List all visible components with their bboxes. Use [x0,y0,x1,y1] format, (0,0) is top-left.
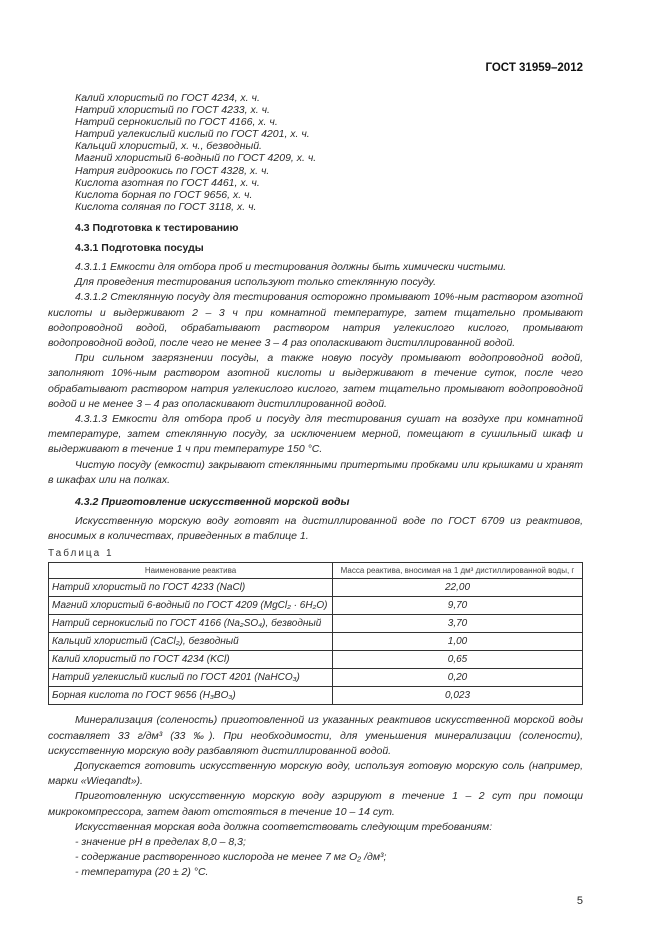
list-item: Натрия гидроокись по ГОСТ 4328, х. ч. [75,164,270,177]
list-item: Натрий хлористый по ГОСТ 4233, х. ч. [75,104,270,117]
list-item: Калий хлористый по ГОСТ 4234, х. ч. [75,92,260,104]
reagent-name: Натрий сернокислый по ГОСТ 4166 (Na₂SO₄), безводный [49,615,333,633]
paragraph: 4.3.1.2 Стеклянную посуду для тестирования осторожно промывают 10%-ным раствором азотной кислоты и выдерживают 2 – 3 ч при комнатной температуре, затем тщательно промывают водопроводной водой, обрабатывают раствором натрия углекислого кислого, промывают водопроводной водой, после чего не менее 3 – 4 раз ополаскивают дистиллированной водой. [48,291,583,349]
paragraph: Для проведения тестирования используют только стеклянную посуду. [75,276,437,289]
reagent-mass: 1,00 [333,633,583,651]
reagents-table [48,562,583,705]
table-caption: Таблица 1 [48,548,114,560]
paragraph: При сильном загрязнении посуды, а также новую посуду промывают водопроводной водой, заполняют 10%-ным раствором азотной кислоты и выдерживают в течение суток, после чего обрабатывают раствором натрия углекислого кислого, затем тщательно промывают водопроводной водой и не менее 3 – 4 раз ополаскивают дистиллированной водой. [48,352,583,410]
reagent-mass: 9,70 [333,597,583,615]
list-item: Кислота азотная по ГОСТ 4461, х. ч. [75,176,260,189]
reagent-name: Натрий хлористый по ГОСТ 4233 (NaCl) [49,579,333,597]
paragraph: Искусственную морскую воду готовят на дистиллированной воде по ГОСТ 6709 из реактивов, вносимых в количествах, приведенных в таблице 1. [48,514,583,543]
paragraph: Искусственная морская вода должна соответствовать следующим требованиям: [75,820,493,833]
paragraph: Минерализация (соленость) приготовленной из указанных реактивов искусственной морской воды составляет 33 г/дм³ (33 ‰). При необходимости, для уменьшения минерализации (солености), искусственную морскую воду разбавляют дистиллированной водой. [48,714,583,757]
column-header: Масса реактива, вносимая на 1 дм³ дистиллированной воды, г [333,563,583,579]
column-header: Наименование реактива [49,563,333,579]
reagent-mass: 0,65 [333,651,583,669]
table-row [49,669,583,687]
section-heading-4-3: 4.3 Подготовка к тестированию [75,221,239,234]
list-item: Натрий сернокислый по ГОСТ 4166, х. ч. [75,116,278,129]
reagents-list [48,92,583,213]
paragraph: Допускается готовить искусственную морскую воду, используя готовую морскую соль (например, марки «Wieqandt»). [48,760,583,788]
page-number: 5 [576,894,583,907]
reagent-mass: 3,70 [333,615,583,633]
list-item: Магний хлористый 6-водный по ГОСТ 4209, х. ч. [75,152,317,165]
table-row [49,651,583,669]
after-table-body [48,713,583,880]
table-row [49,615,583,633]
paragraph: 4.3.1.3 Емкости для отбора проб и посуду для тестирования сушат на воздухе при комнатной температуре, затем стеклянную посуду, за исключением мерной, помещают в сушильный шкаф и выдерживают в течение 1 ч при температуре 150 °С. [48,412,583,456]
list-item: Натрий углекислый кислый по ГОСТ 4201, х. ч. [75,128,310,141]
document-code: ГОСТ 31959–2012 [485,62,583,74]
reagent-name: Кальций хлористый (CaCl₂), безводный [49,633,333,651]
table-row [49,633,583,651]
requirement-item: - значение pH в пределах 8,0 – 8,3; [75,836,246,849]
reagent-name: Борная кислота по ГОСТ 9656 (H₃BO₃) [49,687,333,705]
table-row [49,579,583,597]
section-heading-4-3-2: 4.3.2 Приготовление искусственной морской воды [75,495,350,508]
section-4-3-2-intro [48,514,583,544]
reagent-mass: 22,00 [333,579,583,597]
list-item: Кислота соляная по ГОСТ 3118, х. ч. [75,200,257,213]
list-item: Кислота борная по ГОСТ 9656, х. ч. [75,188,253,201]
reagent-name: Калий хлористый по ГОСТ 4234 (KCl) [49,651,333,669]
table-row [49,597,583,615]
list-item: Кальций хлористый, х. ч., безводный. [75,140,262,153]
paragraph: 4.3.1.1 Емкости для отбора проб и тестирования должны быть химически чистыми. [75,260,507,273]
section-4-3-1-body [48,260,583,488]
reagent-mass: 0,023 [333,687,583,705]
table-row [49,687,583,705]
table-header-row [49,563,583,579]
paragraph: Чистую посуду (емкости) закрывают стеклянными притертыми пробками или крышками и хранят в шкафах или на полках. [48,458,583,486]
requirement-item: - температура (20 ± 2) °С. [75,866,209,879]
section-heading-4-3-1: 4.3.1 Подготовка посуды [75,241,204,254]
reagent-mass: 0,20 [333,669,583,687]
paragraph: Приготовленную искусственную морскую воду аэрируют в течение 1 – 2 сут при помощи микрокомпрессора, затем дают отстояться в течение 10 – 14 сут. [48,790,583,818]
reagent-name: Натрий углекислый кислый по ГОСТ 4201 (NaHCO₃) [49,669,333,687]
requirement-item: - содержание растворенного кислорода не менее 7 мг O₂ /дм³; [75,851,387,864]
reagent-name: Магний хлористый 6-водный по ГОСТ 4209 (MgCl₂ · 6H₂O) [49,597,333,615]
